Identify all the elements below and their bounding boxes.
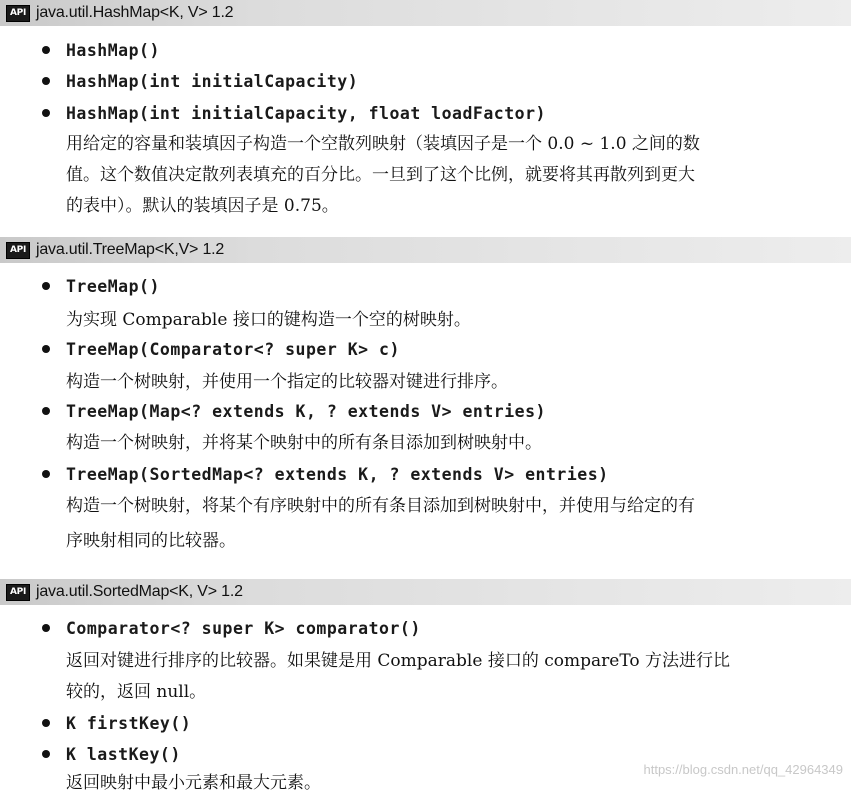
- api-header-hashmap: [0, 0, 851, 26]
- bullet-icon: [42, 624, 50, 632]
- bullet-icon: [42, 46, 50, 54]
- method-description: 构造一个树映射，并使用一个指定的比较器对键进行排序。: [66, 372, 508, 392]
- api-title-sortedmap: java.util.SortedMap<K, V> 1.2: [36, 583, 243, 600]
- bullet-icon: [42, 109, 50, 117]
- api-title-hashmap: java.util.HashMap<K, V> 1.2: [36, 4, 234, 21]
- method-sortedmap-comparator: [42, 616, 421, 640]
- api-header-sortedmap: [0, 579, 851, 605]
- method-sortedmap-firstkey: [42, 711, 191, 735]
- method-description: 为实现 Comparable 接口的键构造一个空的树映射。: [66, 310, 471, 330]
- method-treemap-map: [42, 399, 546, 423]
- description-line: 返回对键进行排序的比较器。如果键是用 Comparable 接口的 compareTo 方法进行比: [66, 651, 730, 671]
- api-title-treemap: java.util.TreeMap<K,V> 1.2: [36, 241, 225, 258]
- description-line: 值。这个数值决定散列表填充的百分比。一旦到了这个比例，就要将其再散列到更大: [66, 165, 695, 185]
- method-hashmap-capacity: [42, 69, 358, 93]
- bullet-icon: [42, 77, 50, 85]
- bullet-icon: [42, 345, 50, 353]
- method-signature: TreeMap(Comparator<? super K> c): [66, 339, 400, 359]
- method-signature: HashMap(int initialCapacity): [66, 71, 359, 91]
- description-line: 用给定的容量和装填因子构造一个空散列映射（装填因子是一个 0.0 ~ 1.0 之间的数: [66, 134, 700, 154]
- method-hashmap-default: [42, 38, 160, 62]
- api-header-treemap: [0, 237, 851, 263]
- method-treemap-sortedmap: [42, 462, 609, 486]
- method-sortedmap-lastkey: [42, 742, 181, 766]
- description-line: 序映射相同的比较器。: [66, 531, 236, 551]
- bullet-icon: [42, 750, 50, 758]
- watermark-text: https://blog.csdn.net/qq_42964349: [643, 762, 843, 777]
- method-hashmap-capacity-loadfactor: [42, 101, 546, 125]
- method-description: 返回映射中最小元素和最大元素。: [66, 773, 321, 793]
- api-badge-icon: API: [6, 584, 30, 601]
- method-description: [66, 491, 850, 557]
- method-signature: TreeMap(SortedMap<? extends K, ? extends V> entries): [66, 464, 609, 484]
- api-badge-icon: API: [6, 5, 30, 22]
- method-description: [66, 646, 850, 708]
- method-signature: Comparator<? super K> comparator(): [66, 618, 421, 638]
- method-treemap-default: [42, 274, 160, 298]
- description-line: 构造一个树映射，将某个有序映射中的所有条目添加到树映射中，并使用与给定的有: [66, 496, 695, 516]
- bullet-icon: [42, 282, 50, 290]
- method-signature: K firstKey(): [66, 713, 192, 733]
- method-treemap-comparator: [42, 337, 400, 361]
- method-signature: TreeMap(Map<? extends K, ? extends V> entries): [66, 401, 546, 421]
- method-signature: HashMap(int initialCapacity, float loadFactor): [66, 103, 546, 123]
- api-badge-icon: API: [6, 242, 30, 259]
- description-line: 的表中）。默认的装填因子是 0.75。: [66, 196, 339, 216]
- bullet-icon: [42, 407, 50, 415]
- bullet-icon: [42, 719, 50, 727]
- method-signature: K lastKey(): [66, 744, 181, 764]
- method-signature: HashMap(): [66, 40, 160, 60]
- method-signature: TreeMap(): [66, 276, 160, 296]
- description-line: 较的，返回 null。: [66, 682, 207, 702]
- method-description: [66, 129, 850, 222]
- method-description: 构造一个树映射，并将某个映射中的所有条目添加到树映射中。: [66, 433, 542, 453]
- bullet-icon: [42, 470, 50, 478]
